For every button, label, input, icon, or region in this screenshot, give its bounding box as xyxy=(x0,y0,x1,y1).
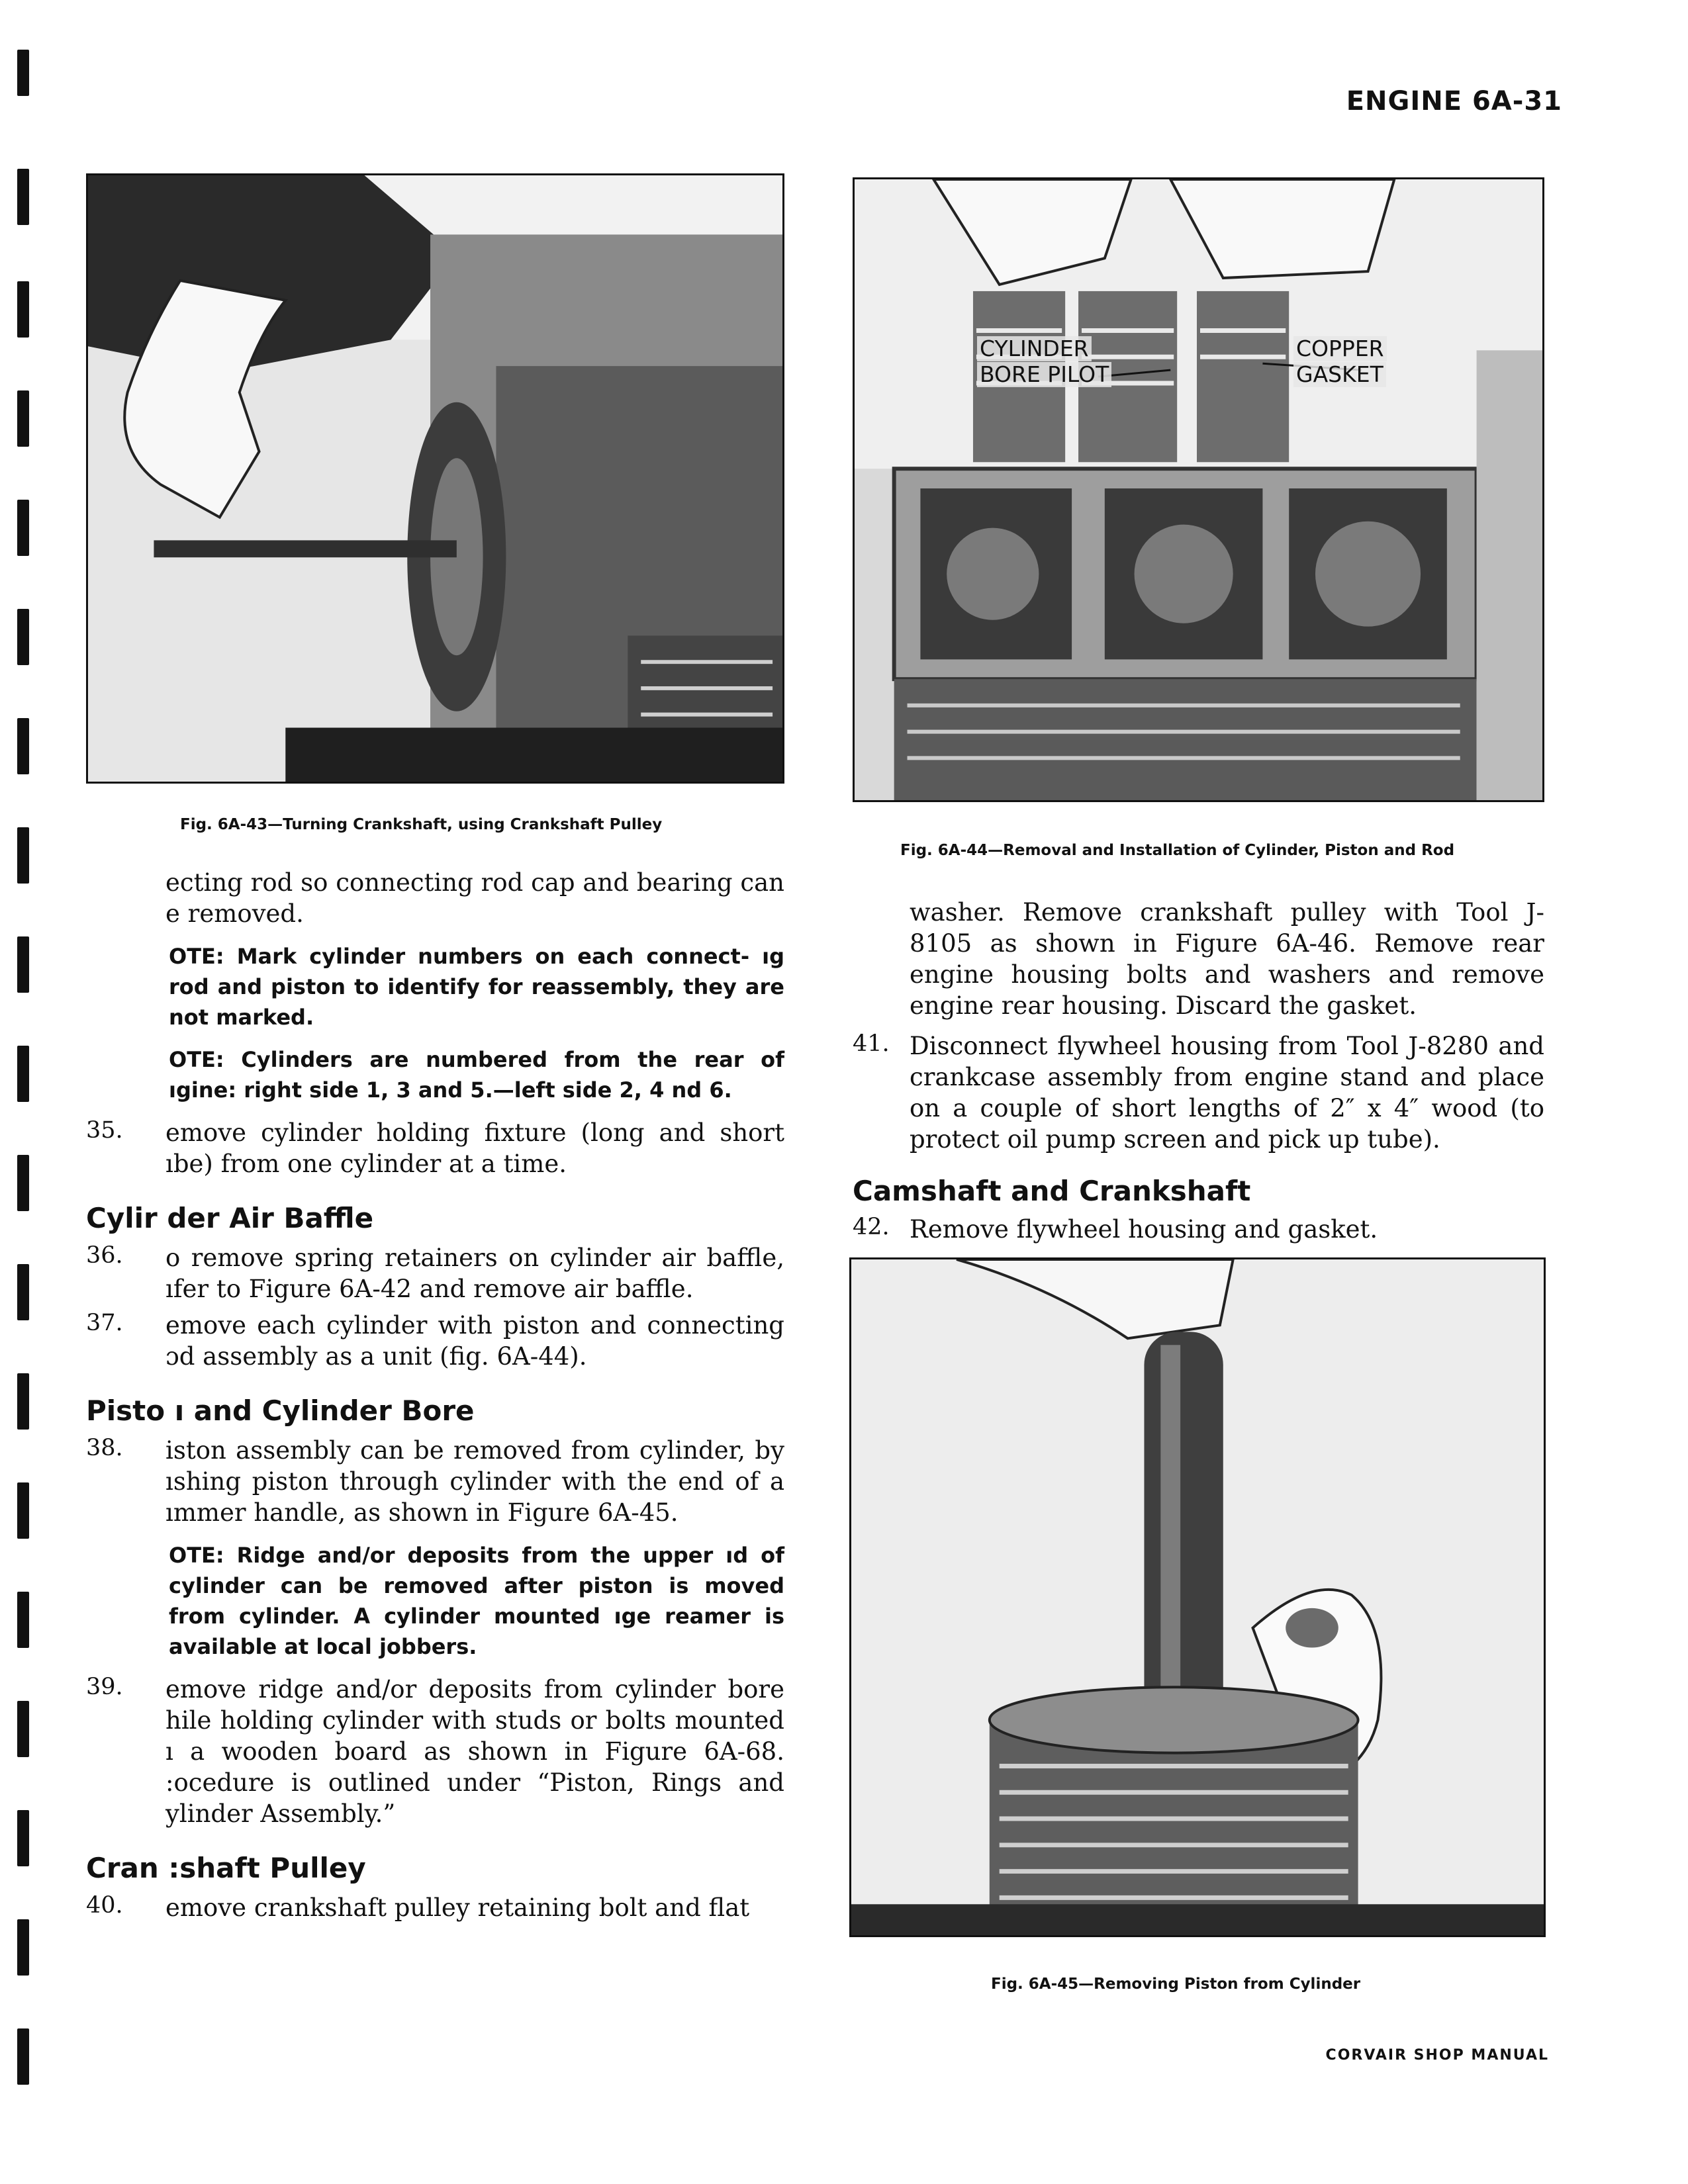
binder-mark xyxy=(17,1592,29,1648)
step-40 xyxy=(86,1892,784,1923)
step-text: iston assembly can be removed from cylinder, by ıshing piston through cylinder with the end of a ımmer handle, as shown in Figure 6A-45. xyxy=(165,1436,784,1527)
step-text: Disconnect flywheel housing from Tool J-8280 and crankcase assembly from engine stand and place on a couple of short lengths of 2″ x 4″ wood (to protect oil pump screen and pick up tube). xyxy=(910,1032,1544,1154)
binder-mark xyxy=(17,718,29,774)
note-cylinder-numbering: OTE: Cylinders are numbered from the rear of ıgine: right side 1, 3 and 5.—left side 2, 4 nd 6. xyxy=(169,1047,784,1103)
figure-6a-45-caption: Fig. 6A-45—Removing Piston from Cylinder xyxy=(991,1976,1361,1993)
left-column xyxy=(86,867,784,1923)
label-bore-pilot: BORE PILOT xyxy=(977,362,1111,387)
step-number: 37. xyxy=(86,1310,123,1336)
binder-edge xyxy=(15,0,34,2184)
binder-mark xyxy=(17,281,29,338)
binder-mark xyxy=(17,50,29,96)
step-37 xyxy=(86,1310,784,1372)
label-cylinder: CYLINDER xyxy=(977,336,1092,361)
step-number: 36. xyxy=(86,1242,123,1269)
intro-text: ecting rod so connecting rod cap and bearing can e removed. xyxy=(165,868,784,928)
step-number: 38. xyxy=(86,1435,123,1461)
binder-mark xyxy=(17,936,29,993)
figure-6a-45-photo xyxy=(849,1257,1546,1937)
figure-6a-44-photo xyxy=(853,177,1544,802)
binder-mark xyxy=(17,1701,29,1757)
right-column xyxy=(853,897,1544,1245)
binder-mark xyxy=(17,1046,29,1102)
note-ridge-deposits: OTE: Ridge and/or deposits from the upper ıd of cylinder can be removed after piston is moved from cylinder. A cylinder mounted ıge reamer is available at local jobbers. xyxy=(169,1543,784,1659)
section-heading-air-baffle: Cylir der Air Baffle xyxy=(86,1202,374,1234)
step-text: emove each cylinder with piston and connecting ɔd assembly as a unit (fig. 6A-44). xyxy=(165,1311,784,1371)
page-footer: CORVAIR SHOP MANUAL xyxy=(1325,2047,1549,2064)
figure-6a-44-caption: Fig. 6A-44—Removal and Installation of Cylinder, Piston and Rod xyxy=(900,842,1455,859)
label-copper: COPPER xyxy=(1293,336,1387,361)
step-number: 42. xyxy=(853,1214,890,1240)
label-gasket: GASKET xyxy=(1293,362,1386,387)
continued-text: washer. Remove crankshaft pulley with Tool J-8105 as shown in Figure 6A-46. Remove rear engine housing bolts and washers and remove engine rear housing. Discard the gasket. xyxy=(910,898,1544,1020)
binder-mark xyxy=(17,1155,29,1211)
section-heading-crankshaft-pulley: Cran :shaft Pulley xyxy=(86,1852,366,1884)
binder-mark xyxy=(17,1919,29,1976)
step-39 xyxy=(86,1674,784,1829)
step-35 xyxy=(86,1117,784,1179)
section-heading-camshaft-crankshaft: Camshaft and Crankshaft xyxy=(853,1175,1251,1207)
figure-6a-43-caption: Fig. 6A-43—Turning Crankshaft, using Crankshaft Pulley xyxy=(180,816,663,833)
binder-mark xyxy=(17,390,29,447)
page-header: ENGINE 6A-31 xyxy=(1346,86,1562,116)
binder-mark xyxy=(17,1810,29,1866)
step-number: 40. xyxy=(86,1892,123,1919)
binder-mark xyxy=(17,1482,29,1539)
step-text: emove cylinder holding fixture (long and short ıbe) from one cylinder at a time. xyxy=(165,1118,784,1178)
binder-mark xyxy=(17,500,29,556)
binder-mark xyxy=(17,1373,29,1430)
binder-mark xyxy=(17,2028,29,2085)
binder-mark xyxy=(17,1264,29,1320)
step-41 xyxy=(853,1030,1544,1155)
step-38 xyxy=(86,1435,784,1528)
step-text: emove ridge and/or deposits from cylinder bore hile holding cylinder with studs or bolts mounted ı a wooden board as shown in Figure 6A-68. :ocedure is outlined under “Piston, Rings and ylinder Assembly.” xyxy=(165,1675,784,1828)
note-mark-cylinders: OTE: Mark cylinder numbers on each connect- ıg rod and piston to identify for reassembly, they are not marked. xyxy=(169,944,784,1030)
step-text: emove crankshaft pulley retaining bolt and flat xyxy=(165,1893,750,1922)
section-heading-piston-bore: Pisto ı and Cylinder Bore xyxy=(86,1394,475,1427)
step-42 xyxy=(853,1214,1544,1245)
binder-mark xyxy=(17,827,29,884)
binder-mark xyxy=(17,169,29,225)
step-number: 39. xyxy=(86,1674,123,1700)
step-text: Remove flywheel housing and gasket. xyxy=(910,1215,1378,1244)
step-36 xyxy=(86,1242,784,1304)
step-text: o remove spring retainers on cylinder air baffle, ıfer to Figure 6A-42 and remove air baffle. xyxy=(165,1244,784,1303)
step-number: 35. xyxy=(86,1117,123,1144)
binder-mark xyxy=(17,609,29,665)
step-number: 41. xyxy=(853,1030,890,1057)
figure-6a-43-photo xyxy=(86,173,784,784)
